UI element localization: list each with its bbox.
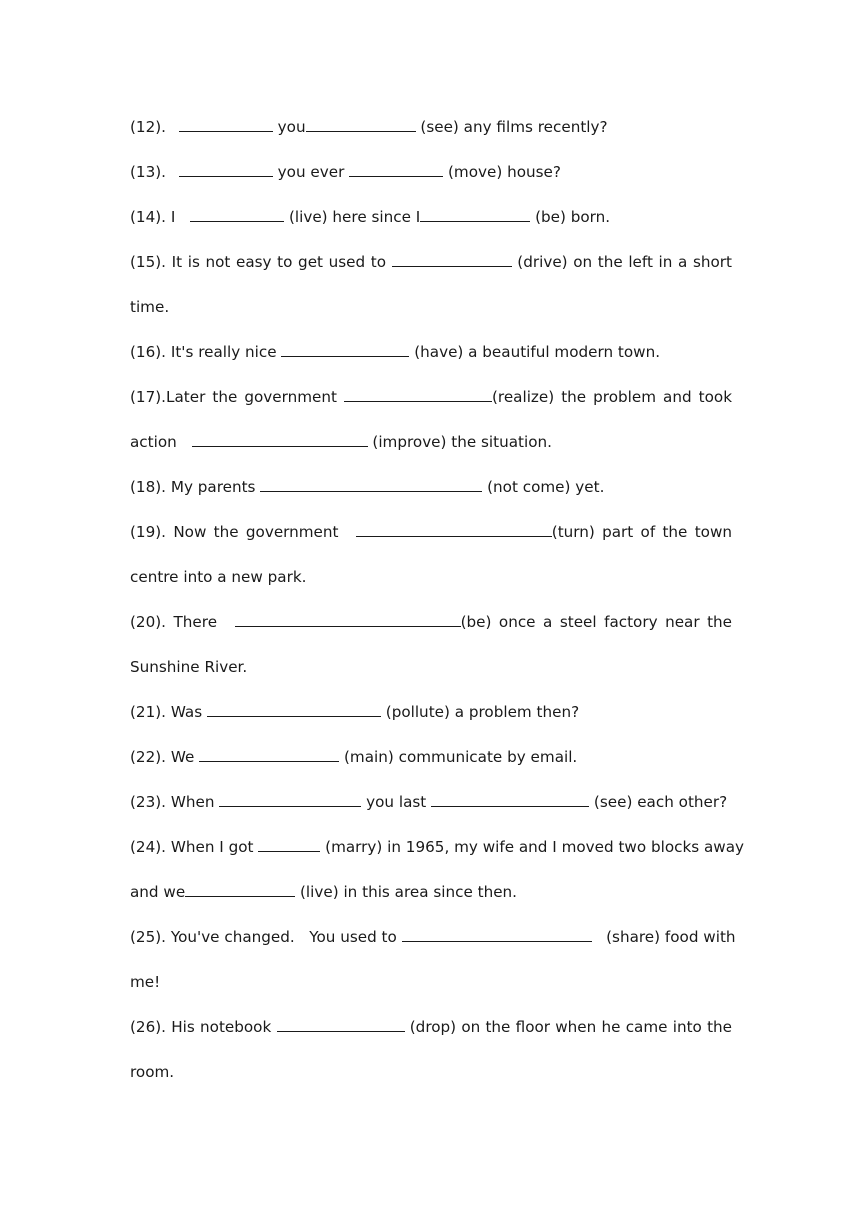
question-25-line-2 [130, 970, 732, 994]
answer-blank[interactable] [185, 880, 295, 897]
question-text: When I got [170, 838, 254, 856]
question-number: (24). [130, 838, 167, 856]
answer-blank[interactable] [420, 205, 530, 222]
answer-blank[interactable] [402, 925, 592, 942]
question-text: (live) here since I [288, 208, 421, 226]
question-text: His notebook [171, 1018, 272, 1036]
question-text: (improve) the situation. [367, 433, 552, 451]
question-text: time. [130, 298, 170, 316]
question-number: (17). [130, 388, 167, 406]
answer-blank[interactable] [431, 790, 589, 807]
question-18-line-1 [130, 475, 732, 499]
answer-blank[interactable] [344, 385, 492, 402]
question-text: room. [130, 1063, 175, 1081]
question-text: When [170, 793, 215, 811]
question-text: (be) once a steel factory near the [460, 613, 733, 631]
question-24-line-1 [130, 835, 745, 859]
answer-blank[interactable] [235, 610, 461, 627]
question-text: and we [130, 883, 186, 901]
question-15-line-1 [130, 250, 732, 274]
answer-blank[interactable] [179, 115, 273, 132]
question-12-line-1 [130, 115, 732, 139]
question-text: (marry) in 1965, my wife and I moved two blocks away [320, 838, 745, 856]
question-text: you last [361, 793, 427, 811]
question-number: (12). [130, 118, 167, 136]
answer-blank[interactable] [219, 790, 361, 807]
question-text: I [170, 208, 176, 226]
question-17-line-2 [130, 430, 732, 454]
question-text: (pollute) a problem then? [380, 703, 580, 721]
question-text: It's really nice [170, 343, 277, 361]
question-text: (drive) on the left in a short [511, 253, 733, 271]
question-number: (19). [130, 523, 167, 541]
question-15-line-2 [130, 295, 732, 319]
question-number: (20). [130, 613, 167, 631]
question-20-line-2 [130, 655, 732, 679]
answer-blank[interactable] [192, 430, 368, 447]
question-text: Was [170, 703, 203, 721]
answer-blank[interactable] [199, 745, 339, 762]
question-text: It is not easy to get used to [171, 253, 387, 271]
question-25-line-1 [130, 925, 736, 949]
question-text: me! [130, 973, 161, 991]
question-text: Now the government [173, 523, 339, 541]
question-text: (not come) yet. [482, 478, 605, 496]
answer-blank[interactable] [356, 520, 552, 537]
answer-blank[interactable] [207, 700, 381, 717]
question-text: action [130, 433, 177, 451]
question-text: Later the government [166, 388, 337, 406]
answer-blank[interactable] [190, 205, 284, 222]
question-26-line-2 [130, 1060, 732, 1084]
question-text: My parents [170, 478, 256, 496]
question-text: We [170, 748, 195, 766]
question-19-line-1 [130, 520, 732, 544]
question-number: (18). [130, 478, 167, 496]
answer-blank[interactable] [392, 250, 512, 267]
question-13-line-1 [130, 160, 732, 184]
question-number: (26). [130, 1018, 167, 1036]
question-21-line-1 [130, 700, 732, 724]
question-number: (25). [130, 928, 167, 946]
question-26-line-1 [130, 1015, 732, 1039]
question-number: (14). [130, 208, 167, 226]
question-24-line-2 [130, 880, 732, 904]
question-17-line-1 [130, 385, 732, 409]
question-20-line-1 [130, 610, 732, 634]
question-text: (main) communicate by email. [339, 748, 578, 766]
question-16-line-1 [130, 340, 732, 364]
answer-blank[interactable] [179, 160, 273, 177]
question-text: (have) a beautiful modern town. [409, 343, 661, 361]
question-text: There [173, 613, 218, 631]
question-23-line-1 [130, 790, 732, 814]
question-number: (21). [130, 703, 167, 721]
question-14-line-1 [130, 205, 732, 229]
question-number: (13). [130, 163, 167, 181]
question-text: You've changed. You used to [170, 928, 397, 946]
question-text: you ever [277, 163, 345, 181]
question-number: (23). [130, 793, 167, 811]
question-text: Sunshine River. [130, 658, 248, 676]
answer-blank[interactable] [258, 835, 320, 852]
question-number: (22). [130, 748, 167, 766]
question-text: (drop) on the floor when he came into the [404, 1018, 732, 1036]
question-text: (see) any films recently? [415, 118, 608, 136]
answer-blank[interactable] [306, 115, 416, 132]
question-number: (16). [130, 343, 167, 361]
question-19-line-2 [130, 565, 732, 589]
question-text: (move) house? [443, 163, 561, 181]
question-text: (live) in this area since then. [295, 883, 518, 901]
question-number: (15). [130, 253, 167, 271]
answer-blank[interactable] [277, 1015, 405, 1032]
answer-blank[interactable] [281, 340, 409, 357]
question-22-line-1 [130, 745, 732, 769]
question-text: (share) food with [591, 928, 736, 946]
answer-blank[interactable] [349, 160, 443, 177]
question-text: (turn) part of the town [551, 523, 732, 541]
question-text: (see) each other? [589, 793, 728, 811]
question-text: you [277, 118, 306, 136]
answer-blank[interactable] [260, 475, 482, 492]
question-text: (realize) the problem and took [491, 388, 732, 406]
question-text: (be) born. [530, 208, 611, 226]
question-text: centre into a new park. [130, 568, 307, 586]
